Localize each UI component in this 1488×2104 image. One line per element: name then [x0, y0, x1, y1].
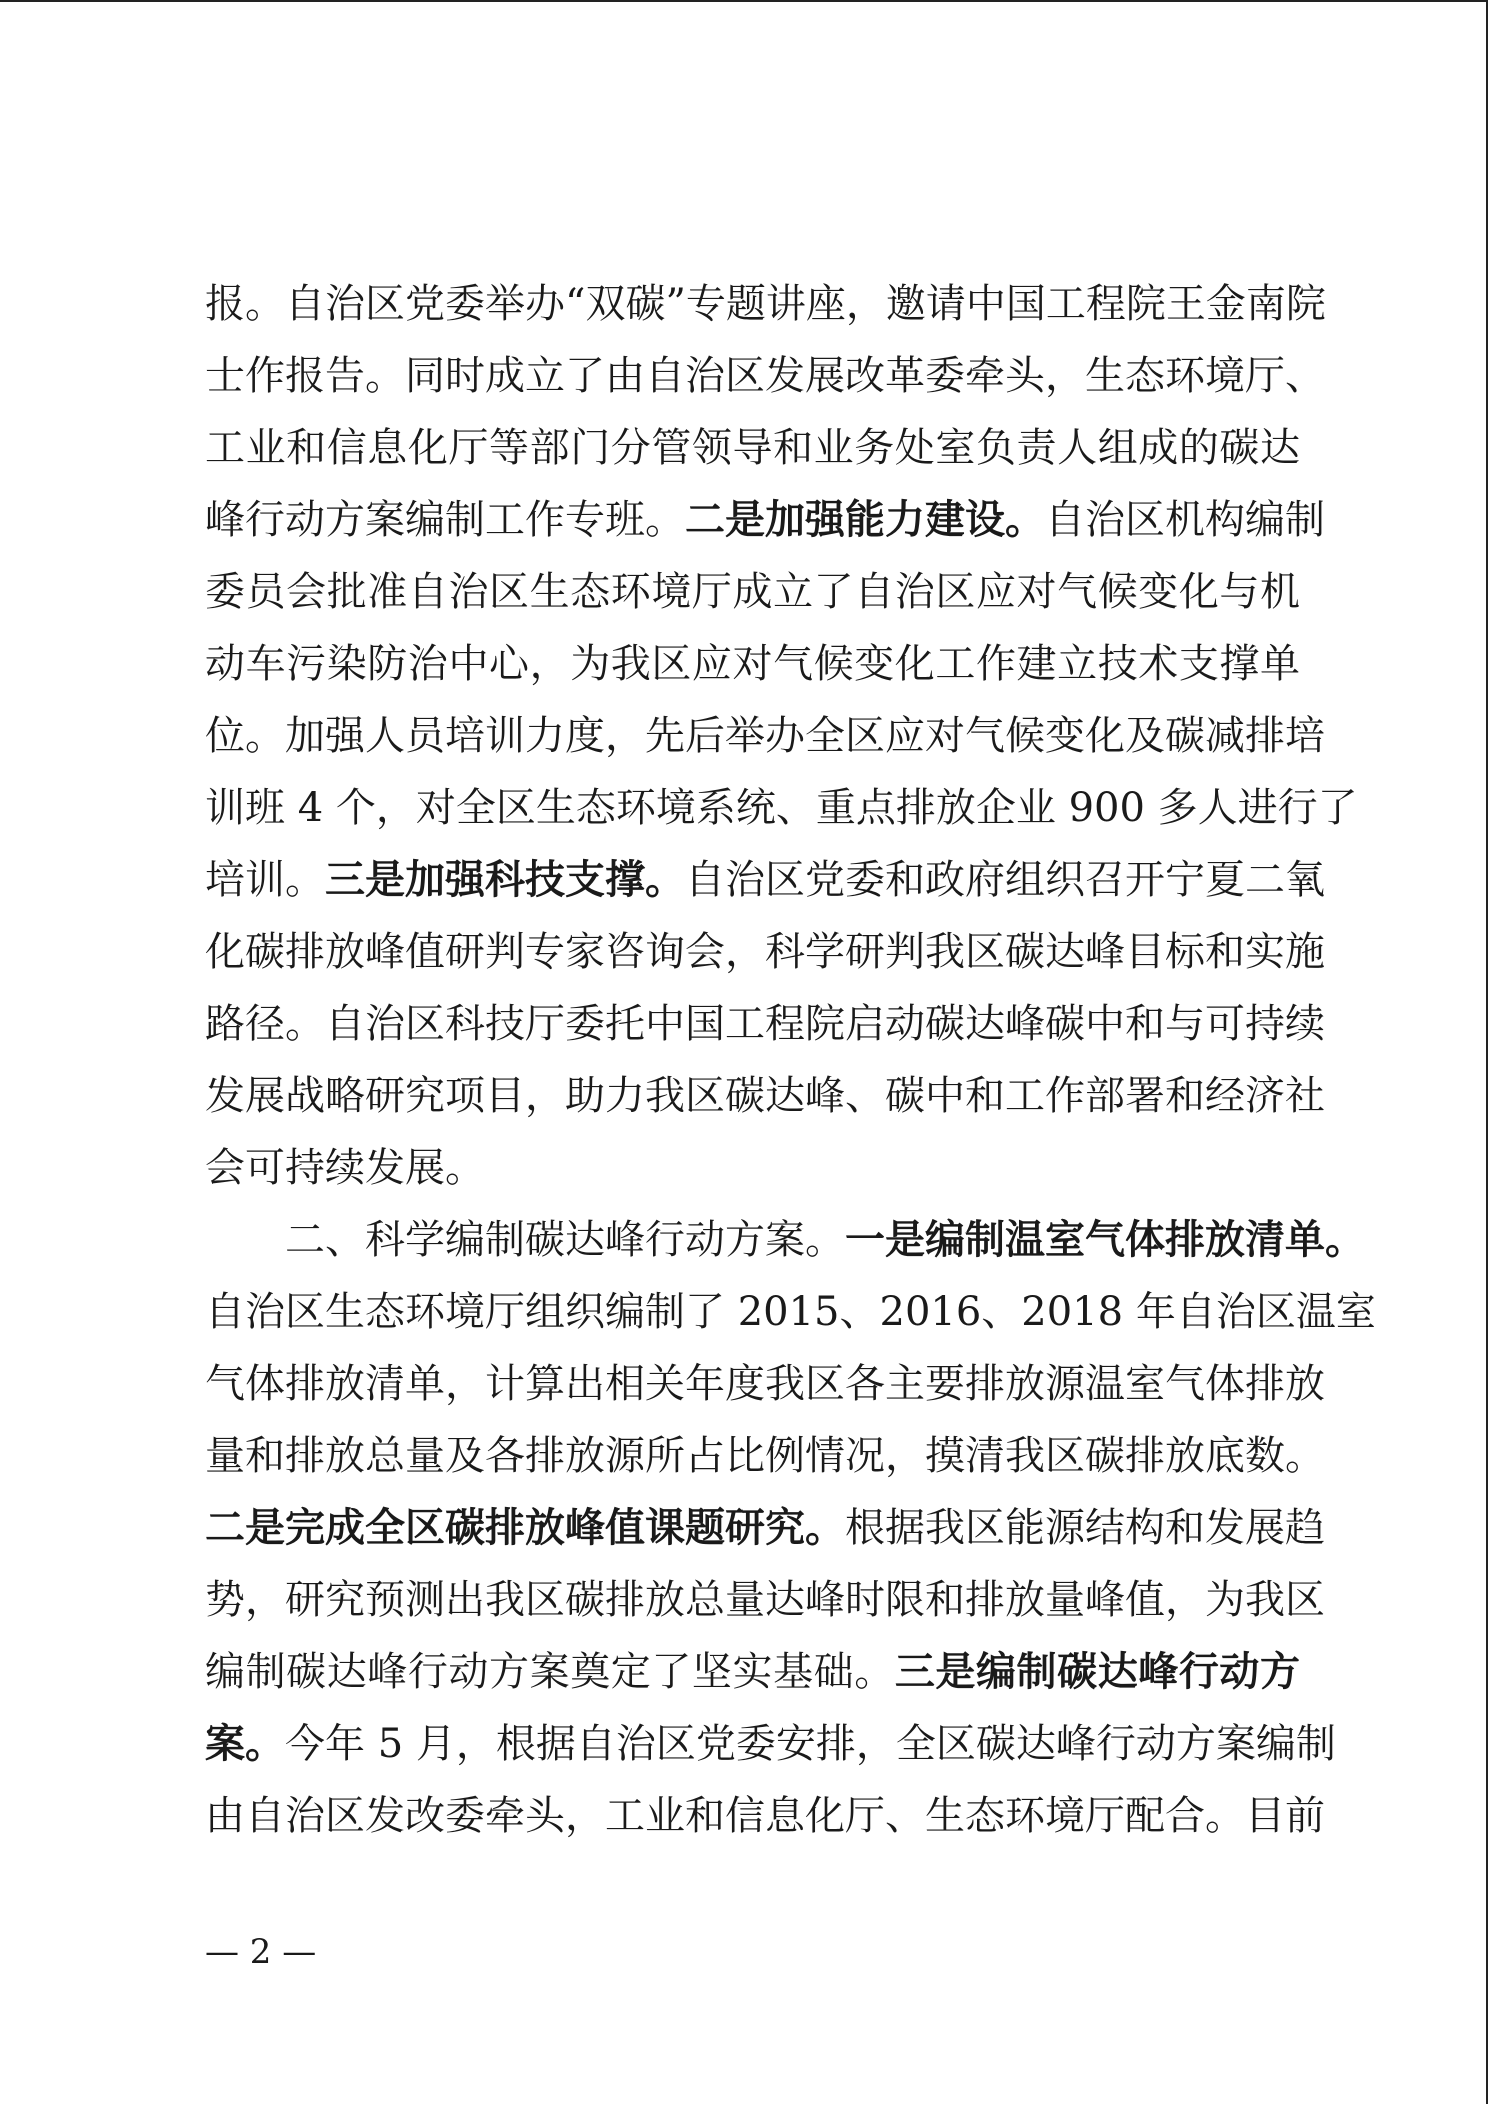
text-line: [205, 412, 1300, 484]
document-body: [205, 268, 1376, 1852]
text-line: [205, 1564, 1325, 1636]
bold-heading-text: 案。: [205, 1720, 285, 1767]
bold-heading-text: 三是编制碳达峰行动方: [894, 1648, 1301, 1695]
body-text: 培训。: [205, 857, 325, 903]
page-number: — 2 —: [205, 1932, 317, 1972]
body-text: 会可持续发展。: [205, 1145, 485, 1191]
body-text: 路径。自治区科技厅委托中国工程院启动碳达峰碳中和与可持续: [205, 1001, 1325, 1047]
body-text: 自治区党委和政府组织召开宁夏二氧: [685, 857, 1325, 903]
text-line: [205, 628, 1300, 700]
text-line: [205, 1780, 1325, 1852]
bold-heading-text: 三是加强科技支撑。: [325, 856, 685, 903]
text-line: [205, 844, 1325, 916]
text-line: [205, 916, 1325, 988]
body-text: 二、科学编制碳达峰行动方案。: [285, 1217, 845, 1263]
body-text: 今年 5 月，根据自治区党委安排，全区碳达峰行动方案编制: [285, 1721, 1336, 1767]
text-line: [205, 1204, 1365, 1276]
body-text: 根据我区能源结构和发展趋: [845, 1505, 1325, 1551]
body-text: 训班 4 个，对全区生态环境系统、重点排放企业 900 多人进行了: [205, 785, 1358, 831]
body-text: 势，研究预测出我区碳排放总量达峰时限和排放量峰值，为我区: [205, 1577, 1325, 1623]
text-line: [205, 1276, 1376, 1348]
text-line: [205, 1636, 1300, 1708]
body-text: 士作报告。同时成立了由自治区发展改革委牵头，生态环境厅、: [205, 353, 1325, 399]
bold-heading-text: 二是完成全区碳排放峰值课题研究。: [205, 1504, 845, 1551]
body-text: 自治区机构编制: [1045, 497, 1325, 543]
bold-heading-text: 二是加强能力建设。: [685, 496, 1045, 543]
body-text: 报。自治区党委举办“双碳”专题讲座，邀请中国工程院王金南院: [205, 281, 1326, 327]
body-text: 由自治区发改委牵头，工业和信息化厅、生态环境厅配合。目前: [205, 1793, 1325, 1839]
text-line: [205, 1060, 1325, 1132]
text-line: [205, 988, 1325, 1060]
text-line: [205, 1708, 1336, 1780]
text-line: [205, 484, 1325, 556]
body-text: 编制碳达峰行动方案奠定了坚实基础。: [205, 1649, 895, 1695]
text-line: [205, 268, 1326, 340]
text-line: [205, 1492, 1325, 1564]
body-text: 动车污染防治中心，为我区应对气候变化工作建立技术支撑单: [205, 641, 1300, 687]
page-top-border: [0, 0, 1488, 2]
text-line: [205, 700, 1325, 772]
body-text: 峰行动方案编制工作专班。: [205, 497, 685, 543]
body-text: 量和排放总量及各排放源所占比例情况，摸清我区碳排放底数。: [205, 1433, 1325, 1479]
text-line: [205, 1420, 1325, 1492]
body-text: 气体排放清单，计算出相关年度我区各主要排放源温室气体排放: [205, 1361, 1325, 1407]
text-line: [205, 1132, 1300, 1204]
bold-heading-text: 一是编制温室气体排放清单。: [845, 1216, 1365, 1263]
body-text: 自治区生态环境厅组织编制了 2015、2016、2018 年自治区温室: [205, 1289, 1376, 1335]
text-line: [205, 340, 1325, 412]
body-text: 工业和信息化厅等部门分管领导和业务处室负责人组成的碳达: [205, 425, 1300, 471]
body-text: 化碳排放峰值研判专家咨询会，科学研判我区碳达峰目标和实施: [205, 929, 1325, 975]
body-text: 位。加强人员培训力度，先后举办全区应对气候变化及碳减排培: [205, 713, 1325, 759]
text-line: [205, 772, 1358, 844]
body-text: 委员会批准自治区生态环境厅成立了自治区应对气候变化与机: [205, 569, 1300, 615]
body-text: 发展战略研究项目，助力我区碳达峰、碳中和工作部署和经济社: [205, 1073, 1325, 1119]
text-line: [205, 1348, 1325, 1420]
text-line: [205, 556, 1300, 628]
